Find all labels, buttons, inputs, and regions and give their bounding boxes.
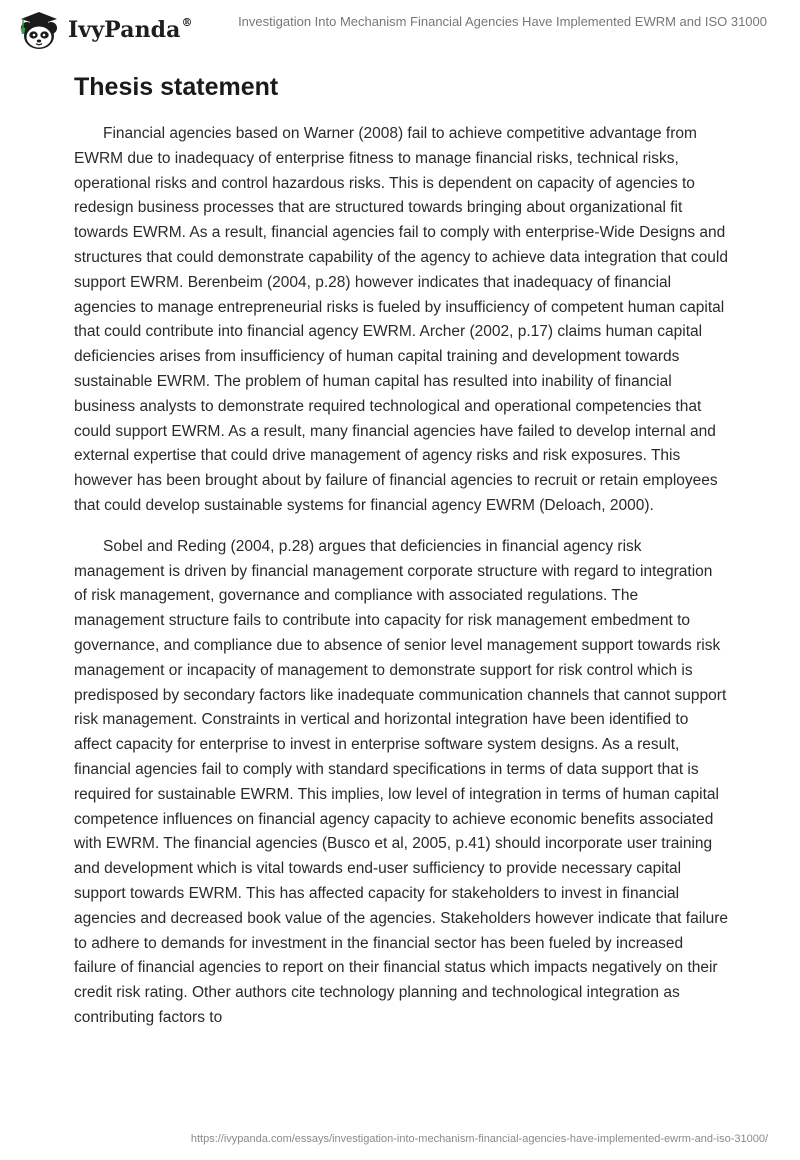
source-url[interactable]: https://ivypanda.com/essays/investigation-into-mechanism-financial-agencies-have-implemented-ewrm-and-iso-31000/ [190,1133,768,1145]
document-title: Investigation Into Mechanism Financial Agencies Have Implemented EWRM and ISO 31000 [238,14,767,29]
section-heading: Thesis statement [74,73,279,101]
paragraph: Sobel and Reding (2004, p.28) argues that deficiencies in financial agency risk management is driven by financial management corporate structure with regard to integration of risk management, governance and compliance with associated regulations. The management structure fails to contribute into capacity for risk management embedment to governance, and compliance due to absence of senior level management support towards risk management or incapacity of management to demonstrate support for risk control which is predisposed by secondary factors like inadequate communication channels that cannot support risk management. Constraints in vertical and horizontal integration have been identified to affect capacity for enterprise to invest in enterprise software system designs. As a result, financial agencies fail to comply with standard specifications in terms of data support that is required for sustainable EWRM. This implies, low level of integration in terms of human capital competence influences on financial agency capacity to achieve economic benefits associated with EWRM. The financial agencies (Busco et al, 2005, p.41) should incorporate user training and development which is vital towards end-user sufficiency to provide necessary capital support towards EWRM. This has affected capacity for stakeholders to invest in financial agencies and decreased book value of the agencies. Stakeholders however indicate that failure to adhere to demands for investment in the financial sector has been fueled by increased failure of financial agencies to report on their financial status which impacts negatively on their credit risk rating. Other authors cite technology planning and technological integration as contributing factors to [74,537,729,1026]
essay-body [74,122,728,1047]
panda-graduate-icon [14,8,64,52]
paragraph: Financial agencies based on Warner (2008) fail to achieve competitive advantage from EWRM due to inadequacy of enterprise fitness to manage financial risks, technical risks, operational risks and control hazardous risks. This is dependent on capacity of agencies to redesign business processes that are structured towards bringing about organizational fit towards EWRM. As a result, financial agencies fail to comply with enterprise-Wide Designs and structures that could demonstrate capability of the agency to achieve data integration that could support EWRM. Berenbeim (2004, p.28) however indicates that inadequacy of financial agencies to manage entrepreneurial risks is fueled by insufficiency of competent human capital that could contribute into financial agency EWRM. Archer (2002, p.17) claims human capital deficiencies arises from insufficiency of human capital training and development towards sustainable EWRM. The problem of human capital has resulted into inability of financial business analysts to demonstrate required technological and operational competencies that could support EWRM. As a result, many financial agencies have failed to develop internal and external expertise that could drive management of agency risks and risk exposures. This however has been brought about by failure of financial agencies to recruit or retain employees that could develop sustainable systems for financial agency EWRM (Deloach, 2000). [74,125,728,514]
brand-name: IvyPanda® [68,15,193,43]
registered-mark: ® [181,15,193,29]
page-header [0,0,800,60]
ivypanda-logo[interactable] [14,8,193,52]
